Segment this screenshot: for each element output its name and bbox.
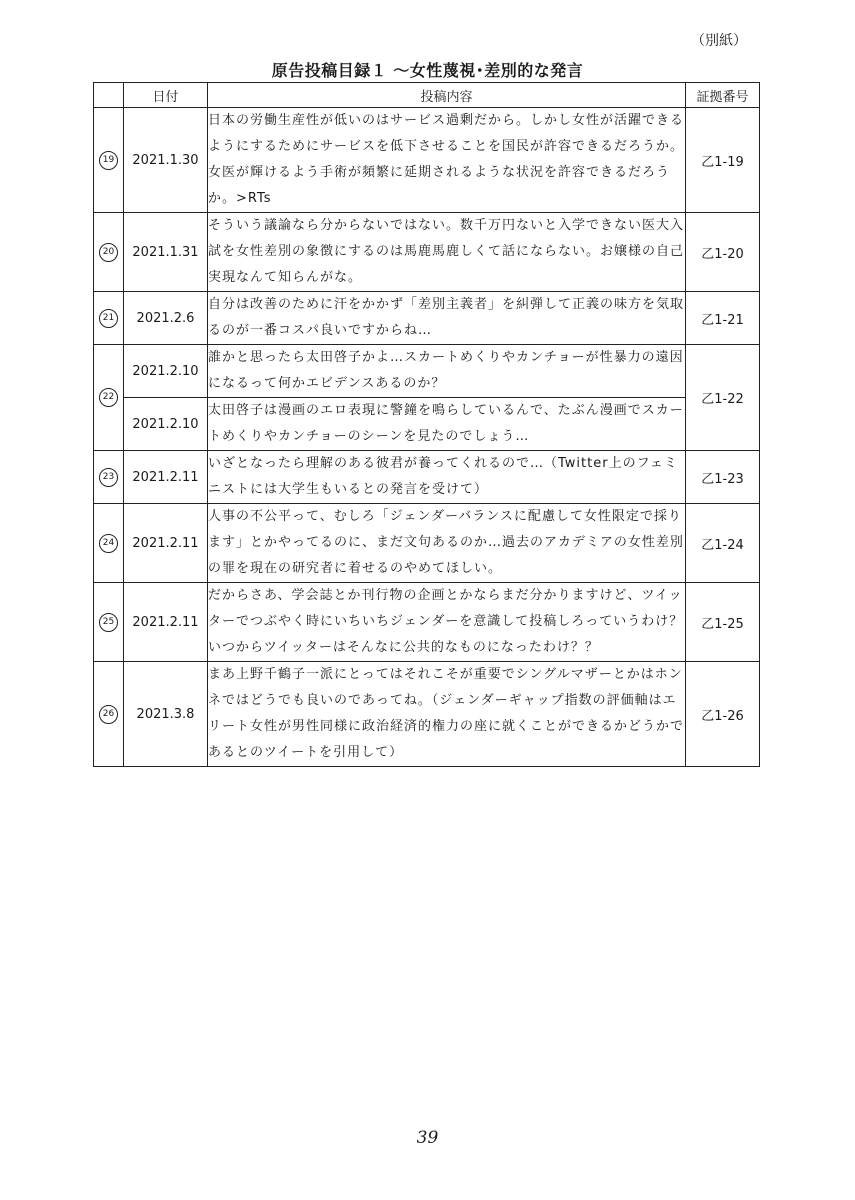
page-title: 原告投稿目録１ 〜女性蔑視･差別的な発言 xyxy=(271,61,584,80)
row-number: 22 xyxy=(99,388,118,407)
row-evidence: 乙1-19 xyxy=(686,108,760,213)
row-content: 自分は改善のために汗をかかず「差別主義者」を糾弾して正義の味方を気取るのが一番コスパ良いですからね… xyxy=(208,292,686,345)
row-date: 2021.1.31 xyxy=(124,213,208,292)
row-content: だからさあ、学会誌とか刊行物の企画とかならまだ分かりますけど、ツイッターでつぶやく時にいちいちジェンダーを意識して投稿しろっていうわけ？いつからツイッターはそんなに公共的なものになったわけ？？ xyxy=(208,583,686,662)
row-evidence: 乙1-23 xyxy=(686,451,760,504)
header-evidence: 証拠番号 xyxy=(686,83,760,108)
row-date: 2021.3.8 xyxy=(124,662,208,767)
row-evidence: 乙1-21 xyxy=(686,292,760,345)
row-date: 2021.2.11 xyxy=(124,504,208,583)
row-number: 19 xyxy=(99,151,118,170)
table-row xyxy=(94,398,760,451)
row-number: 24 xyxy=(99,534,118,553)
appendix-label: （別紙） xyxy=(691,33,747,49)
row-number-cell xyxy=(94,662,124,767)
table-row xyxy=(94,292,760,345)
header-number xyxy=(94,83,124,108)
row-number: 26 xyxy=(99,705,118,724)
row-evidence: 乙1-25 xyxy=(686,583,760,662)
row-content: 太田啓子は漫画のエロ表現に警鐘を鳴らしているんで、たぶん漫画でスカートめくりやカンチョーのシーンを見たのでしょう… xyxy=(208,398,686,451)
row-date: 2021.2.10 xyxy=(124,398,208,451)
row-content: 誰かと思ったら太田啓子かよ…スカートめくりやカンチョーが性暴力の遠因になるって何かエビデンスあるのか？ xyxy=(208,345,686,398)
row-evidence: 乙1-24 xyxy=(686,504,760,583)
table-row xyxy=(94,108,760,213)
row-date: 2021.2.6 xyxy=(124,292,208,345)
row-date: 2021.1.30 xyxy=(124,108,208,213)
row-number: 25 xyxy=(99,613,118,632)
row-number-cell xyxy=(94,583,124,662)
header-row xyxy=(94,83,760,108)
row-number-cell xyxy=(94,451,124,504)
row-number: 20 xyxy=(99,243,118,262)
row-number: 21 xyxy=(99,309,118,328)
row-content: いざとなったら理解のある彼君が養ってくれるので…（Twitter上のフェミニストには大学生もいるとの発言を受けて） xyxy=(208,451,686,504)
header-date: 日付 xyxy=(124,83,208,108)
row-date: 2021.2.11 xyxy=(124,583,208,662)
row-content: 日本の労働生産性が低いのはサービス過剰だから。しかし女性が活躍できるようにするためにサービスを低下させることを国民が許容できるだろうか。女医が輝けるよう手術が頻繁に延期されるような状況を許容できるだろうか。>RTs xyxy=(208,108,686,213)
row-date: 2021.2.11 xyxy=(124,451,208,504)
row-number-cell xyxy=(94,345,124,451)
table-row xyxy=(94,213,760,292)
row-content: そういう議論なら分からないではない。数千万円ないと入学できない医大入試を女性差別の象徴にするのは馬鹿馬鹿しくて話にならない。お嬢様の自己実現なんて知らんがな。 xyxy=(208,213,686,292)
post-catalog-table xyxy=(93,82,760,767)
row-number-cell xyxy=(94,504,124,583)
row-evidence: 乙1-22 xyxy=(686,345,760,451)
table-row xyxy=(94,451,760,504)
table-row xyxy=(94,345,760,398)
table-row xyxy=(94,583,760,662)
row-number: 23 xyxy=(99,468,118,487)
table-row xyxy=(94,504,760,583)
row-evidence: 乙1-20 xyxy=(686,213,760,292)
row-content: まあ上野千鶴子一派にとってはそれこそが重要でシングルマザーとかはホンネではどうでも良いのであってね。（ジェンダーギャップ指数の評価軸はエリート女性が男性同様に政治経済的権力の座に就くことができるかどうかであるとのツイートを引用して） xyxy=(208,662,686,767)
header-content: 投稿内容 xyxy=(208,83,686,108)
row-content: 人事の不公平って、むしろ「ジェンダーバランスに配慮して女性限定で採ります」とかやってるのに、まだ文句あるのか…過去のアカデミアの女性差別の罪を現在の研究者に着せるのやめてほしい。 xyxy=(208,504,686,583)
page-number: 39 xyxy=(416,1128,439,1148)
row-number-cell xyxy=(94,292,124,345)
table-row xyxy=(94,662,760,767)
row-date: 2021.2.10 xyxy=(124,345,208,398)
row-evidence: 乙1-26 xyxy=(686,662,760,767)
row-number-cell xyxy=(94,213,124,292)
row-number-cell xyxy=(94,108,124,213)
